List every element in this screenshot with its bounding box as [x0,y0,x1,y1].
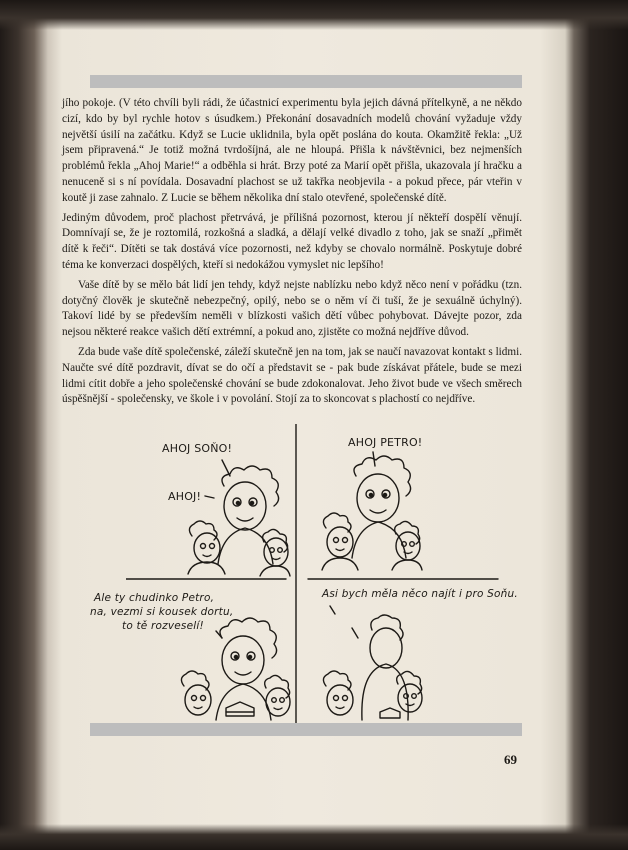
footer-band [90,723,522,736]
paragraph-4: Zda bude vaše dítě společenské, záleží skutečně jen na tom, jak se naučí navazovat kontakt s lidmi. Naučte své dítě pozdravit, dívat se do očí a představit se - pak bude získávat přátele, bude se mezi lidmi cítit dobře a jeho společenské chování se bude zdokonalovat. Jeho život bude ve všech směrech úspěšnější - společensky, ve škole i v povolání. Stojí za to skoncovat s plachostí co nejdříve. [62,345,522,406]
body-text [62,96,522,408]
page-shadow-top [0,0,628,30]
panel1-figures [188,460,290,576]
panel3-line2: na, vezmi si kousek dortu, [90,606,234,618]
header-band [90,75,522,88]
panel3-figures [181,618,290,720]
panel1-reply-text: AHOJ! [168,490,202,503]
page-number: 69 [504,752,517,767]
panel4-text: Asi bych měla něco najít i pro Soňu. [322,588,518,600]
page-shadow-bottom [0,824,628,850]
comic-drawing [126,424,546,728]
paragraph-1: jího pokoje. (V této chvíli byli rádi, že účastnicí experimentu byla jejich dávná přítelkyně, a ne někdo cizí, kdo by byl rychle hotov s úsudkem.) Překonání dosavadních modelů chování vyžaduje vždy největší úsilí na začátku. Když se Lucie uklidnila, byla opět poslána do kouta. Okamžitě řekla: „Už jsem připravená.“ Je totiž možná tvrdošíjná, ale ne hloupá. Přišla k návštěvnici, bez nejmenších problémů řekla „Ahoj Marie!“ a odběhla si hrát. Brzy poté za Marií opět přišla, ukazovala jí hračku a nenuceně si s ní povídala. Dosavadní plachost se už takřka neobjevila - a pokud přece, pár vteřin v koutě ji zase zahnalo. Z Lucie se během několika dní stalo otevřené, společenské dítě. [62,97,522,204]
paragraph-3: Vaše dítě by se mělo bát lidí jen tehdy, když nejste nablízku nebo když něco není v pořádku (tzn. dotyčný člověk je skutečně nebezpečný, opilý, nebo se o něm ví či tuší, že je sexuálně úchylný). Takoví lidé by se především neměli v blízkosti vašich dětí vůbec pohybovat. Dávejte pozor, zda nejsou některé reakce vašich dětí extrémní, a pokud ano, zjistěte co možná nejdříve důvod. [62,278,522,339]
panel2-figures [322,452,422,570]
panel3-line3: to tě rozveselí! [122,620,204,632]
panel1-greeting-text: AHOJ SOŇO! [162,442,233,455]
panel4-figures [323,606,422,720]
paragraph-2: Jediným důvodem, proč plachost přetrvává, je přílišná pozornost, kterou jí někteří dospělí věnují. Domnívají se, že je roztomilá, rozkošná a sladká, a dělají velké divadlo z toho, jak se snaží „přimět dítě k řeči“. Dítěti se tak dostává více pozornosti, než kdyby se chovalo normálně. Poskytuje dobré téma ke konverzaci dospělých, kteří si nedokážou vymyslet nic lepšího! [62,211,522,271]
comic-illustration [90,424,546,728]
panel3-line1: Ale ty chudinko Petro, [94,592,215,604]
panel2-greeting-text: AHOJ PETRO! [348,436,423,449]
